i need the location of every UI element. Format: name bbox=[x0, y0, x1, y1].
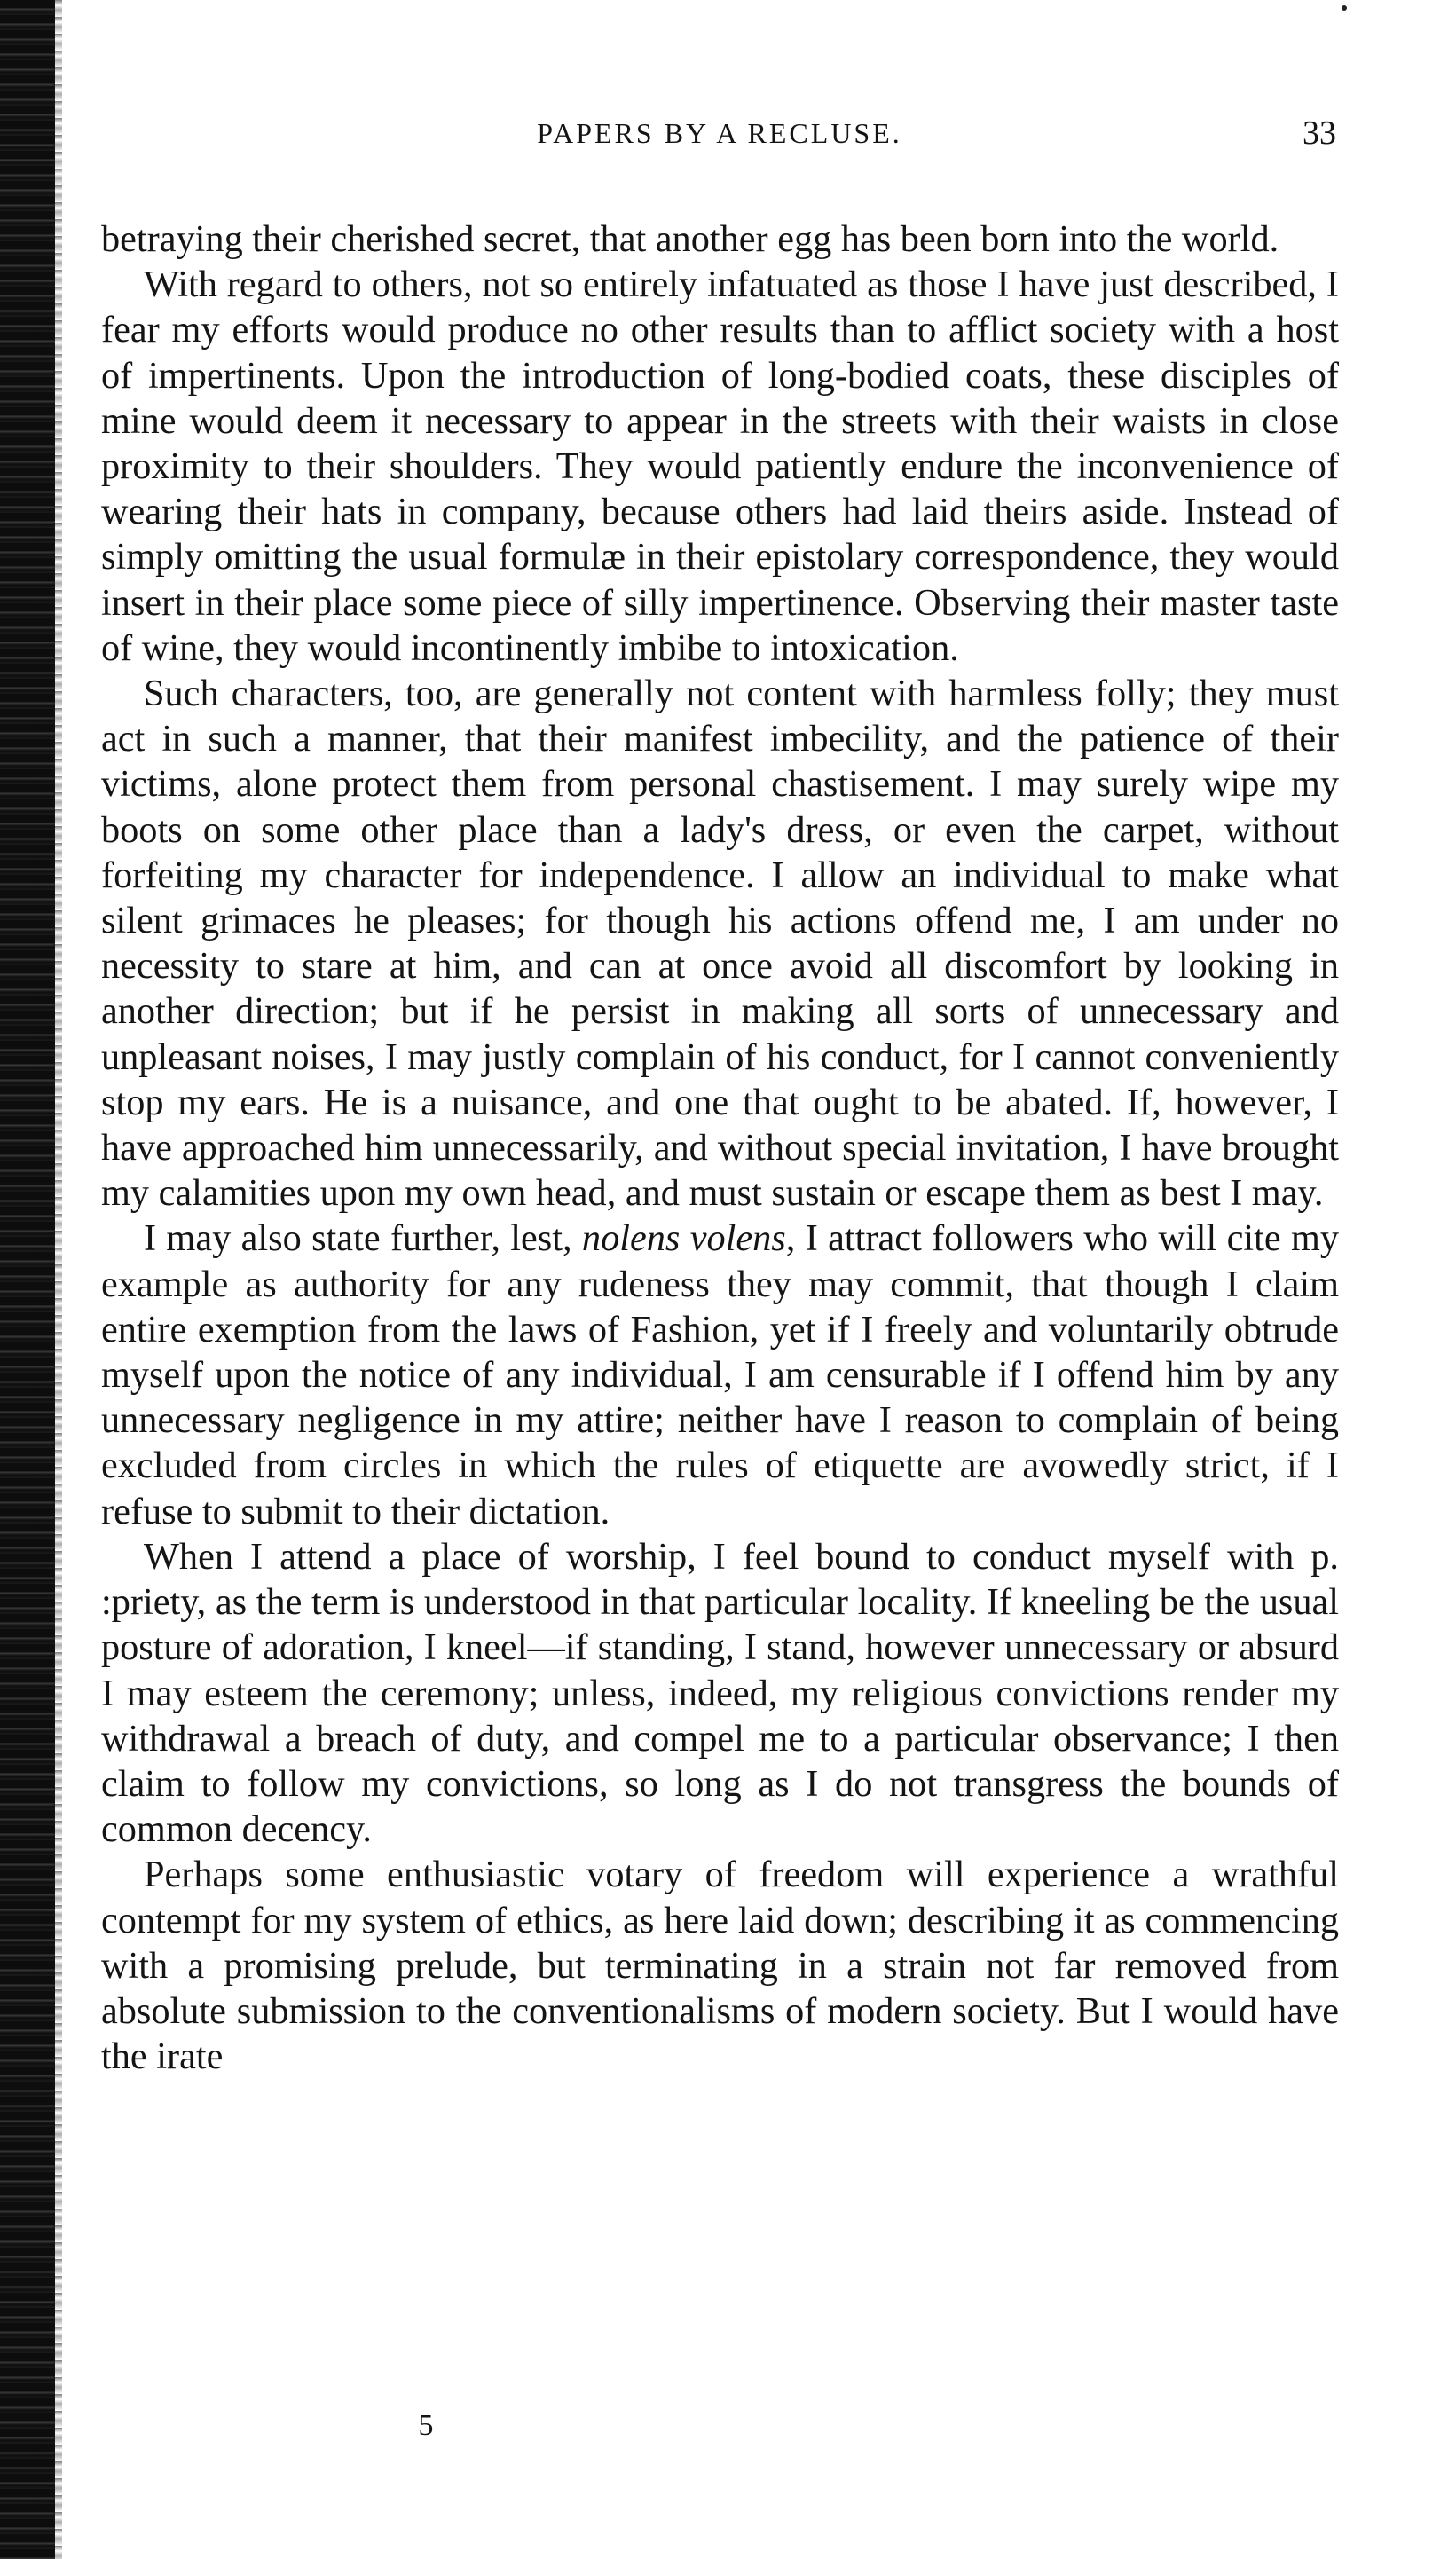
paragraph-2: With regard to others, not so entirely infatuated as those I have just described, I fear my efforts would produce no other results than to afflict society with a host of impertinents. Upon the introduction of long-bodied coats, these disciples of mine would deem it necessary to appear in the streets with their waists in close proximity to their shoulders. They would patiently endure the inconvenience of wearing their hats in company, because others had laid theirs aside. Instead of simply omitting the usual formulæ in their epistolary correspondence, they would insert in their place some piece of silly impertinence. Observing their master taste of wine, they would incontinently imbibe to intoxication. bbox=[101, 264, 1339, 669]
paragraph-6: Perhaps some enthusiastic votary of freedom will experience a wrathful contempt for my system of ethics, as here laid down; describing it as commencing with a promising prelude, but terminating in a strain not far removed from absolute submission to the conventionalisms of modern society. But I would have the irate bbox=[101, 1854, 1339, 2078]
ink-speck bbox=[1342, 5, 1347, 11]
paragraph-5: When I attend a place of worship, I feel bound to conduct myself with p. :priety, as the term is understood in that particular locality. If kneeling be the usual posture of adoration, I kneel—if standing, I stand, however unnecessary or absurd I may esteem the ceremony; unless, indeed, my religious convictions render my withdrawal a breach of duty, and compel me to a particular observance; I then claim to follow my convictions, so long as I do not transgress the bounds of common decency. bbox=[101, 1535, 1339, 1851]
page-number: 33 bbox=[1303, 114, 1336, 152]
page-gutter-shadow bbox=[0, 0, 55, 2559]
paragraph-1: betraying their cherished secret, that another egg has been born into the world. bbox=[101, 218, 1279, 260]
page-header bbox=[103, 114, 1336, 161]
latin-phrase: nolens volens bbox=[581, 1217, 786, 1260]
paragraph-3: Such characters, too, are generally not content with harmless folly; they must act in such a manner, that their manifest imbecility, and the patience of their victims, alone protect them from personal chastisement. I may surely wipe my boots on some other place than a lady's dress, or even the carpet, without forfeiting my character for independence. I allow an individual to make what silent grimaces he pleases; for though his actions offend me, I am under no necessity to stare at him, and can at once avoid all discomfort by looking in another direction; but if he persist in making all sorts of unnecessary and unpleasant noises, I may justly complain of his conduct, for I cannot conveniently stop my ears. He is a nuisance, and one that ought to be abated. If, however, I have approached him unnecessarily, and without special invitation, I have brought my calamities upon my own head, and must sustain or escape them as best I may. bbox=[101, 673, 1339, 1215]
paragraph-4-rest: , I attract followers who will cite my example as authority for any rudeness they may commit, that though I claim entire exemption from the laws of Fashion, yet if I freely and voluntarily obtrude myself upon the notice of any individual, I am censurable if I offend him by any unnecessary negligence in my attire; neither have I reason to complain of being excluded from circles in which the rules of etiquette are avowedly strict, if I refuse to submit to their dictation. bbox=[101, 1217, 1340, 1532]
paragraph-4-lead: I may also state further, lest, bbox=[144, 1217, 582, 1260]
signature-mark: 5 bbox=[418, 2409, 434, 2442]
running-head: PAPERS BY A RECLUSE. bbox=[537, 117, 902, 149]
paragraph-4 bbox=[101, 1216, 1339, 1533]
body-text bbox=[101, 217, 1339, 2079]
